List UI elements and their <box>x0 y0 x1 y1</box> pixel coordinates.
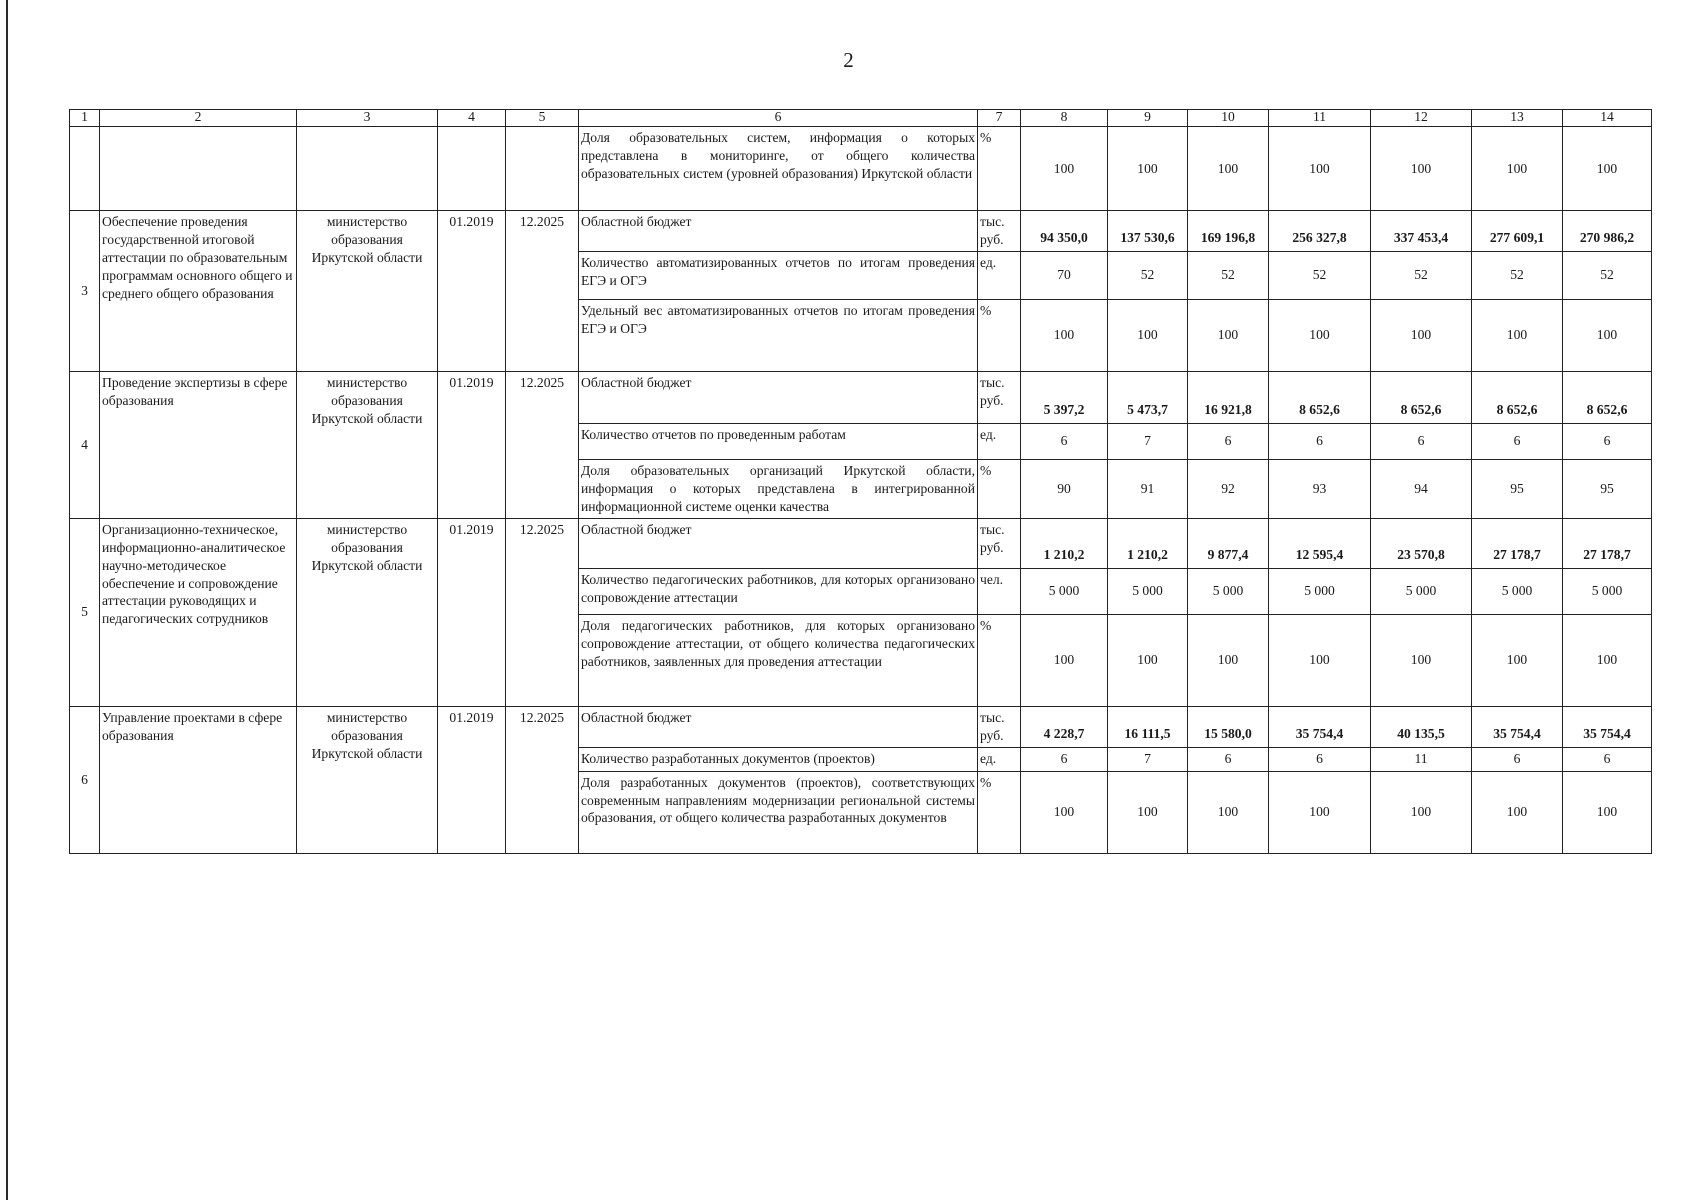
budget-value-cell: 16 111,5 <box>1108 706 1188 747</box>
value-cell: 52 <box>1108 251 1188 299</box>
value-cell: 100 <box>1021 771 1108 853</box>
value-cell: 5 000 <box>1021 568 1108 614</box>
value-cell: 100 <box>1371 614 1472 706</box>
budget-value-cell: 15 580,0 <box>1188 706 1269 747</box>
indicator-cell: Областной бюджет <box>579 706 978 747</box>
budget-value-cell: 137 530,6 <box>1108 211 1188 252</box>
value-cell: 100 <box>1188 771 1269 853</box>
value-cell: 5 000 <box>1472 568 1563 614</box>
cell-empty <box>438 127 506 211</box>
value-cell: 100 <box>1563 127 1652 211</box>
value-cell: 52 <box>1188 251 1269 299</box>
unit-cell: ед. <box>978 423 1021 459</box>
value-cell: 100 <box>1188 127 1269 211</box>
executor: министерство образования Иркутской области <box>297 371 438 518</box>
indicator-cell: Доля образовательных организаций Иркутской области, информация о которых представлена в интегрированной информационной системе оценки качества <box>579 459 978 518</box>
end-date: 12.2025 <box>506 371 579 518</box>
budget-value-cell: 1 210,2 <box>1021 518 1108 568</box>
value-cell: 6 <box>1472 423 1563 459</box>
value-cell: 52 <box>1269 251 1371 299</box>
value-cell: 6 <box>1021 423 1108 459</box>
program-row <box>70 706 1652 747</box>
end-date: 12.2025 <box>506 211 579 372</box>
cell-empty <box>100 127 297 211</box>
budget-value-cell: 27 178,7 <box>1472 518 1563 568</box>
column-header-5: 5 <box>506 110 579 127</box>
unit-cell: % <box>978 459 1021 518</box>
activity-name: Проведение экспертизы в сфере образования <box>100 371 297 518</box>
unit-cell: тыс. руб. <box>978 706 1021 747</box>
row-number: 5 <box>70 518 100 706</box>
value-cell: 6 <box>1371 423 1472 459</box>
indicator-cell: Доля образовательных систем, информация о которых представлена в мониторинге, от общего количества образовательных систем (уровней образования) Иркутской области <box>579 127 978 211</box>
value-cell: 100 <box>1021 127 1108 211</box>
value-cell: 100 <box>1108 127 1188 211</box>
budget-value-cell: 12 595,4 <box>1269 518 1371 568</box>
value-cell: 6 <box>1472 747 1563 771</box>
indicator-cell: Количество разработанных документов (проектов) <box>579 747 978 771</box>
value-cell: 100 <box>1563 299 1652 371</box>
executor: министерство образования Иркутской области <box>297 211 438 372</box>
value-cell: 100 <box>1269 614 1371 706</box>
budget-value-cell: 35 754,4 <box>1563 706 1652 747</box>
unit-cell: ед. <box>978 251 1021 299</box>
value-cell: 100 <box>1472 127 1563 211</box>
budget-value-cell: 256 327,8 <box>1269 211 1371 252</box>
value-cell: 6 <box>1188 747 1269 771</box>
column-header-10: 10 <box>1188 110 1269 127</box>
indicator-cell: Областной бюджет <box>579 371 978 423</box>
value-cell: 6 <box>1563 747 1652 771</box>
program-row <box>70 211 1652 252</box>
budget-value-cell: 337 453,4 <box>1371 211 1472 252</box>
indicator-cell: Удельный вес автоматизированных отчетов по итогам проведения ЕГЭ и ОГЭ <box>579 299 978 371</box>
column-header-13: 13 <box>1472 110 1563 127</box>
budget-value-cell: 16 921,8 <box>1188 371 1269 423</box>
value-cell: 100 <box>1563 771 1652 853</box>
value-cell: 52 <box>1563 251 1652 299</box>
activity-name: Управление проектами в сфере образования <box>100 706 297 853</box>
column-header-11: 11 <box>1269 110 1371 127</box>
value-cell: 70 <box>1021 251 1108 299</box>
budget-value-cell: 1 210,2 <box>1108 518 1188 568</box>
value-cell: 6 <box>1563 423 1652 459</box>
value-cell: 100 <box>1472 614 1563 706</box>
value-cell: 100 <box>1269 299 1371 371</box>
row-number: 4 <box>70 371 100 518</box>
column-header-1: 1 <box>70 110 100 127</box>
budget-value-cell: 40 135,5 <box>1371 706 1472 747</box>
column-header-12: 12 <box>1371 110 1472 127</box>
end-date: 12.2025 <box>506 518 579 706</box>
value-cell: 6 <box>1269 747 1371 771</box>
budget-value-cell: 8 652,6 <box>1563 371 1652 423</box>
start-date: 01.2019 <box>438 211 506 372</box>
column-header-6: 6 <box>579 110 978 127</box>
program-row <box>70 518 1652 568</box>
budget-value-cell: 35 754,4 <box>1269 706 1371 747</box>
program-table <box>69 109 1652 854</box>
value-cell: 5 000 <box>1371 568 1472 614</box>
value-cell: 100 <box>1021 299 1108 371</box>
value-cell: 100 <box>1371 127 1472 211</box>
value-cell: 94 <box>1371 459 1472 518</box>
value-cell: 91 <box>1108 459 1188 518</box>
budget-value-cell: 35 754,4 <box>1472 706 1563 747</box>
executor: министерство образования Иркутской области <box>297 706 438 853</box>
activity-name: Обеспечение проведения государственной итоговой аттестации по образовательным программам основного общего и среднего общего образования <box>100 211 297 372</box>
value-cell: 100 <box>1188 614 1269 706</box>
unit-cell: ед. <box>978 747 1021 771</box>
column-header-8: 8 <box>1021 110 1108 127</box>
value-cell: 5 000 <box>1269 568 1371 614</box>
unit-cell: % <box>978 614 1021 706</box>
value-cell: 93 <box>1269 459 1371 518</box>
cell-empty <box>297 127 438 211</box>
unit-cell: тыс. руб. <box>978 211 1021 252</box>
unit-cell: чел. <box>978 568 1021 614</box>
page-number: 2 <box>843 48 854 72</box>
column-header-7: 7 <box>978 110 1021 127</box>
indicator-cell: Областной бюджет <box>579 211 978 252</box>
value-cell: 7 <box>1108 747 1188 771</box>
value-cell: 92 <box>1188 459 1269 518</box>
program-row <box>70 371 1652 423</box>
value-cell: 5 000 <box>1188 568 1269 614</box>
unit-cell: % <box>978 771 1021 853</box>
indicator-cell: Количество педагогических работников, для которых организовано сопровождение аттестации <box>579 568 978 614</box>
row-number: 6 <box>70 706 100 853</box>
value-cell: 100 <box>1108 299 1188 371</box>
start-date: 01.2019 <box>438 371 506 518</box>
unit-cell: % <box>978 127 1021 211</box>
budget-value-cell: 5 473,7 <box>1108 371 1188 423</box>
value-cell: 7 <box>1108 423 1188 459</box>
value-cell: 6 <box>1188 423 1269 459</box>
column-header-4: 4 <box>438 110 506 127</box>
value-cell: 5 000 <box>1108 568 1188 614</box>
budget-value-cell: 5 397,2 <box>1021 371 1108 423</box>
budget-value-cell: 8 652,6 <box>1269 371 1371 423</box>
indicator-cell: Областной бюджет <box>579 518 978 568</box>
cell-empty <box>70 127 100 211</box>
column-header-3: 3 <box>297 110 438 127</box>
value-cell: 52 <box>1472 251 1563 299</box>
value-cell: 100 <box>1472 299 1563 371</box>
unit-cell: тыс. руб. <box>978 518 1021 568</box>
budget-value-cell: 27 178,7 <box>1563 518 1652 568</box>
value-cell: 90 <box>1021 459 1108 518</box>
value-cell: 100 <box>1371 299 1472 371</box>
indicator-cell: Доля педагогических работников, для которых организовано сопровождение аттестации, от общего количества педагогических работников, заявленных для проведения аттестации <box>579 614 978 706</box>
value-cell: 95 <box>1472 459 1563 518</box>
activity-name: Организационно-техническое, информационно-аналитическое научно-методическое обеспечение и сопровождение аттестации руководящих и педагогических сотрудников <box>100 518 297 706</box>
indicator-cell: Количество автоматизированных отчетов по итогам проведения ЕГЭ и ОГЭ <box>579 251 978 299</box>
continuation-row <box>70 127 1652 211</box>
column-header-2: 2 <box>100 110 297 127</box>
value-cell: 6 <box>1021 747 1108 771</box>
column-header-9: 9 <box>1108 110 1188 127</box>
column-number-header-row <box>70 110 1652 127</box>
start-date: 01.2019 <box>438 706 506 853</box>
unit-cell: % <box>978 299 1021 371</box>
value-cell: 100 <box>1021 614 1108 706</box>
end-date: 12.2025 <box>506 706 579 853</box>
value-cell: 5 000 <box>1563 568 1652 614</box>
value-cell: 100 <box>1188 299 1269 371</box>
executor: министерство образования Иркутской области <box>297 518 438 706</box>
budget-value-cell: 4 228,7 <box>1021 706 1108 747</box>
start-date: 01.2019 <box>438 518 506 706</box>
value-cell: 11 <box>1371 747 1472 771</box>
value-cell: 100 <box>1108 614 1188 706</box>
binding-edge-line <box>6 0 8 1200</box>
value-cell: 100 <box>1563 614 1652 706</box>
row-number: 3 <box>70 211 100 372</box>
indicator-cell: Доля разработанных документов (проектов), соответствующих современным направлениям модернизации региональной системы образования, от общего количества разработанных документов <box>579 771 978 853</box>
column-header-14: 14 <box>1563 110 1652 127</box>
unit-cell: тыс. руб. <box>978 371 1021 423</box>
value-cell: 6 <box>1269 423 1371 459</box>
value-cell: 100 <box>1108 771 1188 853</box>
budget-value-cell: 169 196,8 <box>1188 211 1269 252</box>
value-cell: 100 <box>1269 771 1371 853</box>
budget-value-cell: 94 350,0 <box>1021 211 1108 252</box>
budget-value-cell: 277 609,1 <box>1472 211 1563 252</box>
budget-value-cell: 270 986,2 <box>1563 211 1652 252</box>
value-cell: 100 <box>1472 771 1563 853</box>
value-cell: 95 <box>1563 459 1652 518</box>
value-cell: 52 <box>1371 251 1472 299</box>
budget-value-cell: 23 570,8 <box>1371 518 1472 568</box>
budget-value-cell: 8 652,6 <box>1371 371 1472 423</box>
budget-value-cell: 9 877,4 <box>1188 518 1269 568</box>
budget-value-cell: 8 652,6 <box>1472 371 1563 423</box>
value-cell: 100 <box>1371 771 1472 853</box>
value-cell: 100 <box>1269 127 1371 211</box>
cell-empty <box>506 127 579 211</box>
indicator-cell: Количество отчетов по проведенным работам <box>579 423 978 459</box>
